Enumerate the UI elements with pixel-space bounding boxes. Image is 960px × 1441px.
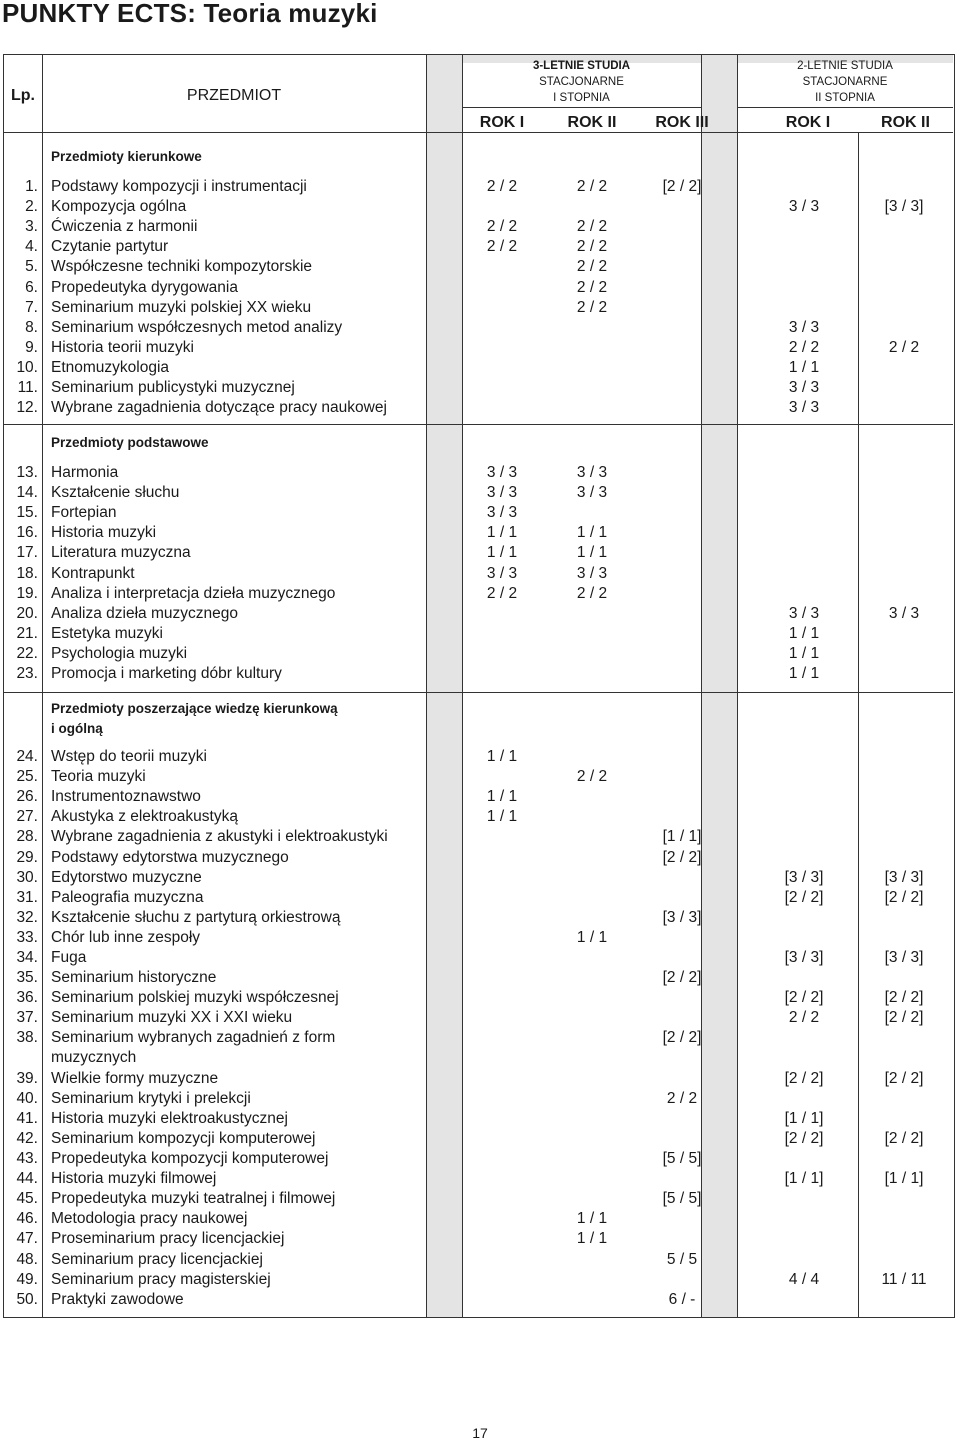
ects-value: 3 / 3 — [788, 318, 820, 336]
row-number: 21. — [16, 624, 38, 642]
table-row — [4, 177, 953, 197]
header-line — [737, 107, 953, 108]
ects-value: 3 / 3 — [486, 464, 518, 481]
subject-name: Instrumentoznawstwo — [51, 788, 201, 806]
table-row — [4, 278, 953, 298]
subject-name: Ćwiczenia z harmonii — [51, 218, 198, 236]
subject-name: Seminarium historyczne — [51, 969, 217, 987]
header-year: ROK I — [479, 114, 525, 131]
row-number: 38. — [16, 1029, 38, 1047]
subject-name: Czytanie partytur — [51, 238, 169, 256]
page-number: 17 — [472, 1425, 488, 1441]
subject-name: Seminarium krytyki i prelekcji — [51, 1089, 251, 1107]
row-number: 1. — [25, 178, 38, 195]
ects-value: 6 / - — [668, 1290, 696, 1308]
header-line — [462, 107, 701, 108]
table-row — [4, 217, 953, 237]
ects-value: 2 / 2 — [888, 338, 920, 356]
ects-value: 2 / 2 — [486, 178, 518, 195]
row-number: 37. — [16, 1009, 38, 1027]
ects-value: [2 / 2] — [884, 888, 924, 906]
subject-name: Historia muzyki elektroakustycznej — [51, 1109, 288, 1127]
table-row — [4, 237, 953, 257]
ects-value: 2 / 2 — [486, 218, 518, 236]
row-number: 6. — [25, 278, 38, 296]
table-row — [4, 1209, 953, 1229]
ects-value: [3 / 3] — [784, 949, 824, 966]
table-row — [4, 664, 953, 684]
subject-name: Propedeutyka dyrygowania — [51, 278, 238, 296]
ects-value: 1 / 1 — [788, 358, 820, 376]
ects-value: 3 / 3 — [788, 379, 820, 396]
ects-value: [1 / 1] — [884, 1170, 924, 1188]
ects-value: 1 / 1 — [486, 808, 518, 826]
subject-name: Edytorstwo muzyczne — [51, 868, 202, 886]
table-row — [4, 318, 953, 338]
ects-value: 1 / 1 — [486, 524, 518, 542]
ects-value: [2 / 2] — [884, 1069, 924, 1087]
subject-name: Współczesne techniki kompozytorskie — [51, 258, 313, 276]
subject-name: Psychologia muzyki — [51, 644, 188, 662]
row-number: 42. — [16, 1129, 38, 1147]
ects-value: 2 / 2 — [788, 1009, 820, 1027]
row-number: 7. — [25, 298, 38, 316]
ects-value: 1 / 1 — [576, 928, 608, 946]
subject-name: Praktyki zawodowe — [51, 1290, 184, 1308]
row-number: 3. — [25, 218, 38, 236]
row-number: 30. — [16, 868, 38, 886]
table-row — [4, 604, 953, 624]
ects-value: [2 / 2] — [884, 1129, 924, 1147]
subject-name: Historia teorii muzyki — [51, 338, 194, 356]
ects-value: [2 / 2] — [784, 888, 824, 906]
row-number: 49. — [16, 1270, 38, 1288]
table-row — [4, 378, 953, 398]
table-row — [4, 358, 953, 378]
subject-name: Kształcenie słuchu — [51, 484, 180, 502]
header-year: ROK I — [785, 114, 831, 131]
row-number: 31. — [16, 888, 38, 906]
row-number: 33. — [16, 928, 38, 946]
row-number: 2. — [25, 198, 38, 216]
ects-value: [2 / 2] — [784, 989, 824, 1007]
row-number: 9. — [25, 338, 38, 356]
ects-value: [5 / 5] — [662, 1150, 702, 1167]
subject-name: Propedeutyka kompozycji komputerowej — [51, 1150, 329, 1167]
row-number: 29. — [16, 848, 38, 866]
subject-name: Wybrane zagadnienia z akustyki i elektroakustyki — [51, 828, 388, 846]
row-number: 8. — [25, 318, 38, 336]
subject-name: Seminarium muzyki polskiej XX wieku — [51, 298, 312, 316]
table-row — [4, 747, 953, 767]
table-row — [4, 1250, 953, 1270]
ects-value: 2 / 2 — [576, 178, 608, 195]
subject-name: Seminarium muzyki XX i XXI wieku — [51, 1009, 293, 1027]
row-number: 43. — [16, 1150, 38, 1167]
row-number: 19. — [16, 584, 38, 602]
table-row — [4, 807, 953, 827]
table-row — [4, 644, 953, 664]
section-divider — [4, 424, 953, 425]
table-row — [4, 1149, 953, 1169]
ects-value: 11 / 11 — [881, 1270, 927, 1288]
table-row — [4, 624, 953, 644]
table-row — [4, 564, 953, 584]
subject-name: Seminarium publicystyki muzycznej — [51, 379, 295, 396]
ects-value: [2 / 2] — [662, 848, 702, 866]
ects-value: 3 / 3 — [486, 504, 518, 522]
row-number: 44. — [16, 1170, 38, 1188]
table-row — [4, 543, 953, 563]
row-number: 12. — [16, 399, 38, 417]
row-number: 17. — [16, 544, 38, 562]
ects-value: 2 / 2 — [576, 238, 608, 256]
ects-value: 2 / 2 — [576, 768, 608, 786]
table-row — [4, 197, 953, 217]
ects-value: [2 / 2] — [784, 1129, 824, 1147]
ects-value: 5 / 5 — [666, 1250, 698, 1268]
ects-value: 1 / 1 — [486, 788, 518, 806]
ects-value: 3 / 3 — [576, 564, 608, 582]
subject-name: Harmonia — [51, 464, 119, 481]
row-number: 45. — [16, 1190, 38, 1208]
header-year: ROK II — [881, 114, 930, 131]
row-number: 41. — [16, 1109, 38, 1127]
table-row — [4, 1189, 953, 1209]
ects-value: 2 / 2 — [486, 584, 518, 602]
table-row — [4, 1109, 953, 1129]
row-number: 20. — [16, 604, 38, 622]
subject-name: Kontrapunkt — [51, 564, 135, 582]
row-number: 23. — [16, 665, 38, 682]
table-row — [4, 1069, 953, 1089]
ects-value: 1 / 1 — [576, 1230, 608, 1248]
ects-value: 2 / 2 — [486, 238, 518, 256]
subject-name: Seminarium pracy magisterskiej — [51, 1270, 271, 1288]
table-row — [4, 1229, 953, 1249]
ects-value: [2 / 2] — [884, 989, 924, 1007]
row-number: 28. — [16, 828, 38, 846]
row-number: 48. — [16, 1250, 38, 1268]
table-row — [4, 787, 953, 807]
ects-value: 2 / 2 — [576, 298, 608, 316]
subject-name: Paleografia muzyczna — [51, 888, 204, 906]
header-year: ROK III — [655, 114, 709, 131]
subject-name: Etnomuzykologia — [51, 358, 170, 376]
subject-name: Promocja i marketing dóbr kultury — [51, 665, 282, 682]
ects-value: 1 / 1 — [788, 624, 820, 642]
table-row — [4, 1028, 953, 1067]
table-row — [4, 503, 953, 523]
ects-value: 3 / 3 — [576, 484, 608, 502]
subject-name: Historia muzyki filmowej — [51, 1170, 217, 1188]
table-row — [4, 1089, 953, 1109]
table-row — [4, 1169, 953, 1189]
ects-value: [2 / 2] — [884, 1009, 924, 1027]
subject-name: Seminarium wybranych zagadnień z form muzycznych — [51, 1029, 336, 1067]
row-number: 14. — [16, 484, 38, 502]
ects-value: 1 / 1 — [486, 748, 518, 765]
ects-value: 2 / 2 — [788, 338, 820, 356]
subject-name: Historia muzyki — [51, 524, 157, 542]
ects-value: [3 / 3] — [884, 198, 924, 216]
subject-name: Seminarium pracy licencjackiej — [51, 1250, 263, 1268]
subject-name: Teoria muzyki — [51, 768, 146, 786]
table-row — [4, 948, 953, 968]
ects-value: 1 / 1 — [576, 1210, 608, 1228]
ects-value: 3 / 3 — [788, 399, 820, 417]
row-number: 10. — [16, 358, 38, 376]
page-title: PUNKTY ECTS: Teoria muzyki — [2, 0, 378, 28]
table-row — [4, 463, 953, 483]
subject-name: Metodologia pracy naukowej — [51, 1210, 248, 1228]
subject-name: Podstawy kompozycji i instrumentacji — [51, 178, 307, 195]
row-number: 35. — [16, 969, 38, 987]
row-number: 47. — [16, 1230, 38, 1248]
ects-value: 3 / 3 — [486, 564, 518, 582]
subject-name: Kompozycja ogólna — [51, 198, 187, 216]
table-row — [4, 968, 953, 988]
subject-name: Propedeutyka muzyki teatralnej i filmowej — [51, 1190, 336, 1208]
row-number: 39. — [16, 1069, 38, 1087]
header-group-3letnie: 3-LETNIE STUDIA STACJONARNE I STOPNIA — [532, 60, 631, 104]
row-number: 18. — [16, 564, 38, 582]
row-number: 36. — [16, 989, 38, 1007]
ects-value: [2 / 2] — [662, 1029, 702, 1047]
subject-name: Podstawy edytorstwa muzycznego — [51, 848, 289, 866]
table-row — [4, 908, 953, 928]
header-przedmiot: PRZEDMIOT — [186, 87, 282, 104]
subject-name: Proseminarium pracy licencjackiej — [51, 1230, 285, 1248]
subject-name: Seminarium polskiej muzyki współczesnej — [51, 989, 339, 1007]
table-row — [4, 868, 953, 888]
row-number: 32. — [16, 908, 38, 926]
subject-name: Wielkie formy muzyczne — [51, 1069, 219, 1087]
row-number: 50. — [16, 1290, 38, 1308]
row-number: 27. — [16, 808, 38, 826]
row-number: 22. — [16, 644, 38, 662]
ects-table — [3, 54, 955, 1318]
ects-value: [5 / 5] — [662, 1190, 702, 1208]
ects-value: [1 / 1] — [662, 828, 702, 846]
row-number: 15. — [16, 504, 38, 522]
table-row — [4, 848, 953, 868]
ects-value: [3 / 3] — [784, 868, 824, 886]
row-number: 16. — [16, 524, 38, 542]
section-heading: Przedmioty kierunkowe — [51, 149, 202, 164]
table-row — [4, 1008, 953, 1028]
ects-value: 3 / 3 — [888, 604, 920, 622]
subject-name: Wstęp do teorii muzyki — [51, 748, 207, 765]
row-number: 34. — [16, 949, 38, 966]
ects-value: 2 / 2 — [666, 1089, 698, 1107]
ects-value: 3 / 3 — [788, 198, 820, 216]
ects-value: 3 / 3 — [486, 484, 518, 502]
row-number: 24. — [16, 748, 38, 765]
table-row — [4, 988, 953, 1008]
subject-name: Seminarium kompozycji komputerowej — [51, 1129, 316, 1147]
ects-value: 1 / 1 — [486, 544, 518, 562]
table-row — [4, 827, 953, 847]
ects-value: 2 / 2 — [576, 584, 608, 602]
row-number: 40. — [16, 1089, 38, 1107]
ects-value: [2 / 2] — [662, 969, 702, 987]
ects-value: 3 / 3 — [576, 464, 608, 481]
subject-name: Kształcenie słuchu z partyturą orkiestrową — [51, 908, 341, 926]
table-row — [4, 1270, 953, 1290]
ects-value: 3 / 3 — [788, 604, 820, 622]
table-row — [4, 928, 953, 948]
table-row — [4, 523, 953, 543]
table-row — [4, 888, 953, 908]
section-heading: Przedmioty podstawowe — [51, 435, 209, 450]
ects-value: 1 / 1 — [576, 544, 608, 562]
ects-value: [2 / 2] — [784, 1069, 824, 1087]
subject-name: Fortepian — [51, 504, 117, 522]
subject-name: Wybrane zagadnienia dotyczące pracy naukowej — [51, 399, 387, 417]
table-row — [4, 257, 953, 277]
ects-value: [2 / 2] — [662, 178, 702, 195]
subject-name: Analiza dzieła muzycznego — [51, 604, 238, 622]
row-number: 11. — [17, 379, 38, 396]
ects-value: 2 / 2 — [576, 218, 608, 236]
subject-name: Fuga — [51, 949, 87, 966]
ects-value: [3 / 3] — [662, 908, 702, 926]
ects-value: 1 / 1 — [788, 644, 820, 662]
ects-value: 4 / 4 — [788, 1270, 820, 1288]
ects-value: [1 / 1] — [784, 1170, 824, 1188]
ects-value: 1 / 1 — [576, 524, 608, 542]
row-number: 46. — [16, 1210, 38, 1228]
table-row — [4, 398, 953, 418]
subject-name: Estetyka muzyki — [51, 624, 163, 642]
subject-name: Akustyka z elektroakustyką — [51, 808, 238, 826]
table-row — [4, 338, 953, 358]
row-number: 26. — [16, 788, 38, 806]
table-row — [4, 483, 953, 503]
subject-name: Chór lub inne zespoły — [51, 928, 201, 946]
table-row — [4, 767, 953, 787]
row-number: 25. — [16, 768, 38, 786]
row-number: 5. — [25, 258, 38, 276]
header-lp: Lp. — [11, 87, 35, 104]
section-divider — [4, 692, 953, 693]
row-number: 13. — [16, 464, 38, 481]
header-bottom-line — [4, 132, 953, 133]
ects-value: 1 / 1 — [788, 665, 820, 682]
table-row — [4, 1290, 953, 1310]
ects-value: [3 / 3] — [884, 949, 924, 966]
ects-value: [1 / 1] — [784, 1109, 824, 1127]
ects-value: 2 / 2 — [576, 258, 608, 276]
ects-value: 2 / 2 — [576, 278, 608, 296]
section-heading: Przedmioty poszerzające wiedzę kierunkową i ogólną — [51, 701, 338, 736]
subject-name: Seminarium współczesnych metod analizy — [51, 318, 343, 336]
subject-name: Literatura muzyczna — [51, 544, 191, 562]
header-group-2letnie: 2-LETNIE STUDIA STACJONARNE II STOPNIA — [797, 60, 893, 104]
table-row — [4, 298, 953, 318]
table-row — [4, 1129, 953, 1149]
row-number: 4. — [25, 238, 38, 256]
header-year: ROK II — [567, 114, 617, 131]
subject-name: Analiza i interpretacja dzieła muzycznego — [51, 584, 336, 602]
table-row — [4, 584, 953, 604]
ects-value: [3 / 3] — [884, 868, 924, 886]
